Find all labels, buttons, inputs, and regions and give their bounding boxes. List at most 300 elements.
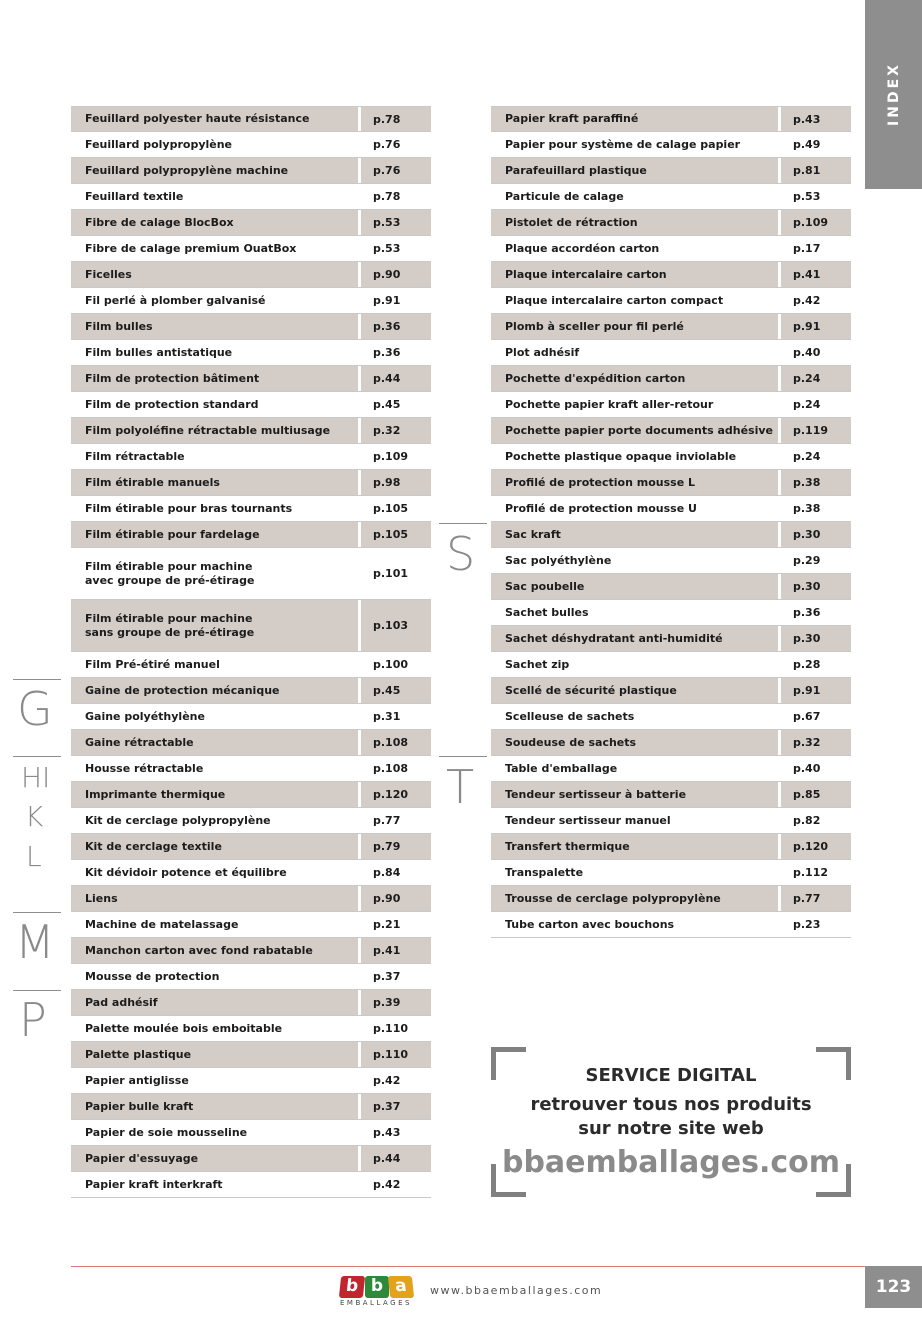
- index-row: [71, 1016, 431, 1042]
- index-entry-name-line: Feuillard textile: [85, 189, 184, 203]
- index-entry-name: [71, 1152, 358, 1166]
- index-entry-name-line: Sachet déshydratant anti-humidité: [505, 631, 723, 645]
- index-entry-page: p.119: [793, 424, 829, 437]
- index-entry-page: p.24: [793, 372, 821, 385]
- index-entry-name-line: Pistolet de rétraction: [505, 215, 638, 229]
- index-entry-name: [71, 684, 358, 698]
- index-row: [71, 782, 431, 808]
- index-entry-name: [491, 918, 778, 932]
- index-row: [71, 184, 431, 210]
- index-entry-name: [71, 1074, 358, 1088]
- footer-url[interactable]: www.bbaemballages.com: [430, 1284, 603, 1297]
- index-entry-page: p.82: [793, 814, 821, 827]
- index-entry-name-line: Sachet bulles: [505, 605, 589, 619]
- index-entry-name: [71, 892, 358, 906]
- logo-letter: b: [339, 1276, 365, 1298]
- index-row: [71, 990, 431, 1016]
- index-entry-page: p.120: [793, 840, 829, 853]
- index-entry-name-line: Profilé de protection mousse L: [505, 475, 696, 489]
- index-entry-name-line: Film étirable pour machine: [85, 611, 253, 625]
- index-entry-page: p.41: [793, 268, 821, 281]
- index-entry-name-line: Film rétractable: [85, 449, 185, 463]
- index-entry-name: [71, 372, 358, 386]
- index-entry-name: [71, 944, 358, 958]
- index-row: [491, 184, 851, 210]
- letter-p: P: [19, 993, 47, 1047]
- index-entry-name: [491, 502, 778, 516]
- index-row: [491, 626, 851, 652]
- index-entry-name-line: Scellé de sécurité plastique: [505, 683, 677, 697]
- index-entry-name: [71, 814, 358, 828]
- index-entry-page: p.105: [373, 528, 409, 541]
- index-entry-name: [491, 606, 778, 620]
- index-row: [491, 730, 851, 756]
- index-row: [71, 496, 431, 522]
- index-entry-name: [71, 762, 358, 776]
- index-entry-page: p.100: [373, 658, 409, 671]
- index-row: [491, 106, 851, 132]
- index-entry-page: p.101: [373, 567, 409, 580]
- index-row: [491, 704, 851, 730]
- index-entry-name-line: Tube carton avec bouchons: [505, 917, 675, 931]
- index-row: [491, 340, 851, 366]
- index-entry-page: p.38: [793, 502, 821, 515]
- index-entry-name-line: Gaine rétractable: [85, 735, 194, 749]
- index-row: [71, 1068, 431, 1094]
- index-entry-name-line: Film de protection bâtiment: [85, 371, 260, 385]
- index-entry-name-line: Parafeuillard plastique: [505, 163, 647, 177]
- index-entry-page: p.91: [793, 320, 821, 333]
- index-entry-page: p.24: [793, 398, 821, 411]
- index-entry-page: p.53: [793, 190, 821, 203]
- index-entry-name-line: Ficelles: [85, 267, 132, 281]
- index-entry-page: p.44: [373, 1152, 401, 1165]
- index-entry-page: p.36: [793, 606, 821, 619]
- index-entry-name: [71, 216, 358, 230]
- index-entry-page: p.32: [793, 736, 821, 749]
- index-entry-page: p.53: [373, 242, 401, 255]
- index-entry-name-line: Feuillard polypropylène: [85, 137, 233, 151]
- letter-divider: [439, 756, 487, 757]
- letter-t: T: [446, 760, 475, 814]
- index-entry-name-line: Plot adhésif: [505, 345, 580, 359]
- letter-divider: [13, 679, 61, 680]
- index-row: [491, 912, 851, 938]
- index-entry-page: p.43: [793, 112, 821, 126]
- index-entry-page: p.109: [793, 216, 829, 229]
- index-row: [71, 886, 431, 912]
- index-entry-page: p.28: [793, 658, 821, 671]
- index-entry-page: p.43: [373, 1126, 401, 1139]
- index-entry-name-line: avec groupe de pré-étirage: [85, 573, 255, 587]
- index-entry-name: [491, 216, 778, 230]
- index-row: [71, 704, 431, 730]
- index-row: [491, 288, 851, 314]
- index-entry-name-line: Pochette plastique opaque inviolable: [505, 449, 737, 463]
- index-entry-name-line: Gaine de protection mécanique: [85, 683, 280, 697]
- index-entry-name: [71, 1048, 358, 1062]
- index-column-right: [491, 106, 851, 938]
- index-entry-name: [491, 580, 778, 594]
- index-entry-name: [71, 112, 358, 126]
- index-entry-page: p.76: [373, 138, 401, 151]
- index-entry-name-line: Gaine polyéthylène: [85, 709, 205, 723]
- index-entry-name-line: Sac polyéthylène: [505, 553, 612, 567]
- index-entry-name-line: Film étirable pour fardelage: [85, 527, 260, 541]
- index-entry-name: [491, 658, 778, 672]
- index-entry-page: p.91: [793, 684, 821, 697]
- index-entry-name: [71, 190, 358, 204]
- index-row: [491, 366, 851, 392]
- index-row: [491, 236, 851, 262]
- service-website[interactable]: bbaemballages.com: [501, 1145, 841, 1180]
- index-row: [71, 314, 431, 340]
- index-entry-name-line: Papier d'essuyage: [85, 1151, 199, 1165]
- index-entry-page: p.41: [373, 944, 401, 957]
- index-row: [71, 860, 431, 886]
- letter-divider: [439, 523, 487, 524]
- index-entry-name: [71, 424, 358, 438]
- index-entry-page: p.85: [793, 788, 821, 801]
- footer-rule: [71, 1266, 865, 1267]
- index-row: [491, 444, 851, 470]
- index-entry-name: [491, 320, 778, 334]
- index-entry-name-line: Film Pré-étiré manuel: [85, 657, 220, 671]
- index-entry-page: p.90: [373, 268, 401, 281]
- logo-letter: a: [388, 1276, 414, 1298]
- index-entry-name-line: Manchon carton avec fond rabatable: [85, 943, 313, 957]
- index-entry-name-line: Film bulles antistatique: [85, 345, 233, 359]
- index-entry-name-line: Film étirable manuels: [85, 475, 220, 489]
- index-entry-name: [491, 814, 778, 828]
- letter-s: S: [446, 527, 476, 581]
- index-entry-page: p.49: [793, 138, 821, 151]
- index-entry-name: [491, 684, 778, 698]
- index-entry-name: [491, 190, 778, 204]
- index-entry-page: p.30: [793, 580, 821, 593]
- index-entry-page: p.67: [793, 710, 821, 723]
- index-entry-name: [491, 450, 778, 464]
- index-entry-name: [71, 996, 358, 1010]
- index-entry-page: p.17: [793, 242, 821, 255]
- index-entry-name-line: Plaque accordéon carton: [505, 241, 660, 255]
- index-row: [71, 730, 431, 756]
- index-entry-name-line: Film étirable pour machine: [85, 559, 253, 573]
- index-entry-name: [71, 450, 358, 464]
- index-entry-page: p.37: [373, 1100, 401, 1113]
- index-entry-name-line: Imprimante thermique: [85, 787, 226, 801]
- index-entry-page: p.29: [793, 554, 821, 567]
- index-row: [491, 834, 851, 860]
- index-entry-name: [491, 242, 778, 256]
- index-row: [491, 418, 851, 444]
- index-entry-page: p.90: [373, 892, 401, 905]
- index-tab-label: INDEX: [885, 62, 902, 126]
- index-entry-name-line: Kit de cerclage polypropylène: [85, 813, 271, 827]
- index-entry-name: [71, 612, 358, 640]
- index-entry-page: p.30: [793, 632, 821, 645]
- index-entry-name: [491, 710, 778, 724]
- index-row: [71, 652, 431, 678]
- letter-divider: [13, 912, 61, 913]
- index-entry-name-line: Papier kraft interkraft: [85, 1177, 223, 1191]
- index-row: [491, 678, 851, 704]
- index-entry-name: [71, 918, 358, 932]
- bba-logo: [332, 1276, 420, 1308]
- index-row: [491, 574, 851, 600]
- index-entry-name: [71, 970, 358, 984]
- service-title: SERVICE DIGITAL: [585, 1065, 757, 1086]
- index-entry-page: p.45: [373, 684, 401, 697]
- index-entry-name: [491, 528, 778, 542]
- index-entry-name-line: Film de protection standard: [85, 397, 259, 411]
- index-row: [491, 158, 851, 184]
- index-row: [491, 262, 851, 288]
- index-row: [71, 756, 431, 782]
- index-row: [491, 860, 851, 886]
- index-entry-name: [491, 346, 778, 360]
- index-entry-page: p.103: [373, 619, 409, 632]
- index-entry-name-line: Papier antiglisse: [85, 1073, 189, 1087]
- index-row: [491, 782, 851, 808]
- index-row: [491, 132, 851, 158]
- index-entry-name-line: Pad adhésif: [85, 995, 158, 1009]
- index-entry-name-line: Palette moulée bois emboitable: [85, 1021, 283, 1035]
- index-entry-name-line: Liens: [85, 891, 118, 905]
- index-entry-name: [491, 762, 778, 776]
- index-entry-name-line: Kit dévidoir potence et équilibre: [85, 865, 287, 879]
- index-entry-page: p.42: [373, 1178, 401, 1191]
- logo-letter: b: [365, 1276, 389, 1298]
- index-entry-page: p.110: [373, 1048, 409, 1061]
- index-row: [491, 496, 851, 522]
- index-row: [71, 340, 431, 366]
- index-entry-name: [491, 632, 778, 646]
- letter-k: K: [25, 800, 44, 833]
- index-entry-page: p.40: [793, 762, 821, 775]
- index-entry-name: [491, 424, 778, 438]
- index-entry-name-line: Palette plastique: [85, 1047, 192, 1061]
- index-row: [71, 548, 431, 600]
- index-entry-page: p.23: [793, 918, 821, 931]
- letter-divider: [13, 756, 61, 757]
- index-entry-name: [491, 164, 778, 178]
- index-entry-name: [71, 528, 358, 542]
- index-row: [71, 1094, 431, 1120]
- index-row: [71, 132, 431, 158]
- index-row: [71, 418, 431, 444]
- index-entry-page: p.77: [793, 892, 821, 905]
- index-row: [71, 236, 431, 262]
- index-entry-name: [71, 502, 358, 516]
- index-entry-name: [491, 112, 778, 126]
- letter-l: L: [26, 840, 42, 873]
- index-row: [491, 756, 851, 782]
- index-entry-name: [71, 320, 358, 334]
- logo-subtitle: EMBALLAGES: [340, 1299, 412, 1307]
- index-entry-name: [491, 892, 778, 906]
- index-entry-page: p.109: [373, 450, 409, 463]
- index-entry-name-line: Trousse de cerclage polypropylène: [505, 891, 721, 905]
- index-row: [71, 964, 431, 990]
- index-column-left: [71, 106, 431, 1198]
- index-entry-page: p.110: [373, 1022, 409, 1035]
- index-entry-name-line: Scelleuse de sachets: [505, 709, 635, 723]
- index-entry-page: p.79: [373, 840, 401, 853]
- index-row: [71, 912, 431, 938]
- index-entry-name: [491, 840, 778, 854]
- index-entry-name: [491, 866, 778, 880]
- index-entry-page: p.76: [373, 164, 401, 177]
- index-entry-name-line: Film étirable pour bras tournants: [85, 501, 293, 515]
- index-entry-name-line: Mousse de protection: [85, 969, 220, 983]
- index-entry-name-line: Plomb à sceller pour fil perlé: [505, 319, 684, 333]
- index-entry-name-line: Machine de matelassage: [85, 917, 239, 931]
- page-number: 123: [865, 1266, 922, 1308]
- index-entry-name: [491, 372, 778, 386]
- index-entry-page: p.32: [373, 424, 401, 437]
- index-entry-name-line: Film polyoléfine rétractable multiusage: [85, 423, 331, 437]
- index-entry-name-line: Fibre de calage BlocBox: [85, 215, 234, 229]
- index-entry-name-line: Tendeur sertisseur manuel: [505, 813, 671, 827]
- index-entry-name: [491, 268, 778, 282]
- index-row: [71, 678, 431, 704]
- index-row: [71, 1146, 431, 1172]
- index-entry-page: p.45: [373, 398, 401, 411]
- index-entry-name-line: Papier kraft paraffiné: [505, 112, 639, 125]
- index-entry-name-line: Particule de calage: [505, 189, 624, 203]
- index-tab: [865, 0, 922, 189]
- index-entry-name-line: Plaque intercalaire carton compact: [505, 293, 724, 307]
- index-entry-name: [71, 268, 358, 282]
- index-entry-name: [491, 788, 778, 802]
- index-entry-name-line: Plaque intercalaire carton: [505, 267, 667, 281]
- letter-divider: [13, 990, 61, 991]
- letter-hi: HI: [21, 761, 51, 794]
- index-row: [491, 210, 851, 236]
- index-row: [491, 548, 851, 574]
- index-entry-name-line: Sac poubelle: [505, 579, 585, 593]
- index-entry-name: [71, 242, 358, 256]
- index-entry-name-line: Fil perlé à plomber galvanisé: [85, 293, 266, 307]
- index-entry-page: p.21: [373, 918, 401, 931]
- index-row: [491, 392, 851, 418]
- index-entry-name: [71, 788, 358, 802]
- index-entry-page: p.40: [793, 346, 821, 359]
- index-entry-name-line: Pochette d'expédition carton: [505, 371, 686, 385]
- index-row: [491, 470, 851, 496]
- service-line-1: retrouver tous nos produits: [530, 1094, 812, 1115]
- index-entry-name: [491, 554, 778, 568]
- service-digital-box: [491, 1047, 851, 1197]
- index-entry-page: p.81: [793, 164, 821, 177]
- index-entry-name-line: Feuillard polyester haute résistance: [85, 112, 310, 125]
- index-entry-page: p.84: [373, 866, 401, 879]
- index-entry-page: p.120: [373, 788, 409, 801]
- index-row: [491, 808, 851, 834]
- index-entry-name: [71, 658, 358, 672]
- index-entry-name: [71, 1126, 358, 1140]
- index-entry-name: [491, 398, 778, 412]
- index-row: [71, 392, 431, 418]
- index-entry-name-line: Soudeuse de sachets: [505, 735, 637, 749]
- index-row: [71, 1042, 431, 1068]
- index-entry-name: [71, 1178, 358, 1192]
- index-row: [71, 158, 431, 184]
- index-entry-name-line: Fibre de calage premium OuatBox: [85, 241, 297, 255]
- index-entry-name-line: Feuillard polypropylène machine: [85, 163, 289, 177]
- index-entry-name: [71, 560, 358, 588]
- index-row: [491, 600, 851, 626]
- index-row: [71, 1120, 431, 1146]
- letter-g: G: [17, 682, 53, 736]
- index-entry-page: p.38: [793, 476, 821, 489]
- index-entry-name-line: Pochette papier kraft aller-retour: [505, 397, 714, 411]
- index-row: [71, 106, 431, 132]
- index-entry-page: p.77: [373, 814, 401, 827]
- index-entry-page: p.36: [373, 320, 401, 333]
- index-entry-name-line: Profilé de protection mousse U: [505, 501, 697, 515]
- index-row: [491, 314, 851, 340]
- index-entry-page: p.53: [373, 216, 401, 229]
- index-entry-name: [71, 476, 358, 490]
- index-row: [71, 288, 431, 314]
- index-entry-name: [71, 736, 358, 750]
- index-entry-name-line: Transpalette: [505, 865, 584, 879]
- index-row: [71, 366, 431, 392]
- index-row: [71, 1172, 431, 1198]
- index-entry-name: [71, 138, 358, 152]
- index-entry-name: [71, 164, 358, 178]
- index-row: [71, 210, 431, 236]
- index-entry-name: [71, 346, 358, 360]
- index-entry-page: p.108: [373, 762, 409, 775]
- index-entry-page: p.30: [793, 528, 821, 541]
- index-row: [71, 444, 431, 470]
- index-entry-name-line: Papier de soie mousseline: [85, 1125, 248, 1139]
- index-entry-name-line: Tendeur sertisseur à batterie: [505, 787, 687, 801]
- service-text: [491, 1093, 851, 1141]
- index-entry-page: p.78: [373, 112, 401, 126]
- index-entry-name: [491, 476, 778, 490]
- index-entry-page: p.37: [373, 970, 401, 983]
- service-line-2: sur notre site web: [578, 1118, 764, 1139]
- index-entry-name: [71, 840, 358, 854]
- index-entry-page: p.98: [373, 476, 401, 489]
- index-entry-name: [491, 736, 778, 750]
- index-row: [491, 652, 851, 678]
- index-entry-name: [71, 294, 358, 308]
- index-row: [71, 470, 431, 496]
- index-row: [491, 886, 851, 912]
- index-row: [71, 262, 431, 288]
- index-entry-page: p.42: [373, 1074, 401, 1087]
- index-row: [71, 522, 431, 548]
- index-entry-name-line: Papier bulle kraft: [85, 1099, 194, 1113]
- index-entry-page: p.39: [373, 996, 401, 1009]
- index-entry-name-line: Transfert thermique: [505, 839, 630, 853]
- index-entry-name-line: Film bulles: [85, 319, 153, 333]
- index-entry-name: [491, 294, 778, 308]
- index-entry-name-line: Table d'emballage: [505, 761, 618, 775]
- index-entry-name: [71, 1100, 358, 1114]
- index-entry-page: p.31: [373, 710, 401, 723]
- index-entry-name: [71, 866, 358, 880]
- index-entry-name: [71, 398, 358, 412]
- index-entry-name-line: Sachet zip: [505, 657, 570, 671]
- index-row: [71, 808, 431, 834]
- index-entry-name-line: Pochette papier porte documents adhésive: [505, 423, 774, 437]
